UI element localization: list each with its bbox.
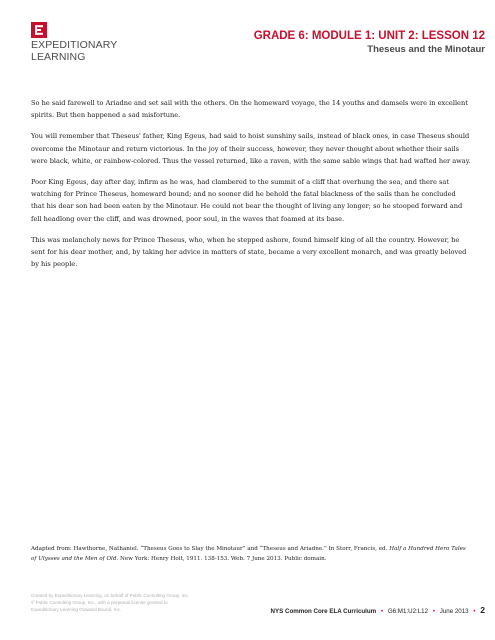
curriculum-name: NYS Common Core ELA Curriculum	[270, 608, 377, 615]
credit-line: Expeditionary Learning Outward Bound, Inc.	[31, 607, 122, 612]
logo-text	[31, 39, 151, 63]
logo-line-1: EXPEDITIONARY	[31, 39, 118, 51]
copyright-credits	[31, 592, 231, 613]
citation-title: Half a Hundred Hero Tales of Ulysses and the Men of Old.	[31, 546, 466, 562]
source-citation	[31, 544, 471, 564]
bullet-separator: •	[473, 608, 476, 615]
credit-line: © Public Consulting Group, Inc., with a perpetual license granted to	[31, 600, 168, 605]
expeditionary-learning-logo	[31, 22, 118, 63]
paragraph: This was melancholy news for Prince Theseus, who, when he stepped ashore, found himself king of all the country. However, he sent for his dear mother, and, by taking her advice in matters of state, became a very excellent monarch, and was greatly beloved by his people.	[31, 235, 467, 269]
logo-mark-icon	[31, 22, 47, 38]
paragraph: You will remember that Theseus' father, King Egeus, had said to hoist sunshiny sails, instead of black ones, in case Theseus should overcome the Minotaur and return victorious. In the joy of their success, however, they never thought about whether their sails were black, white, or rainbow-colored. Thus the vessel returned, like a raven, with the same sable wings that had wafted her away.	[31, 132, 471, 165]
lesson-title: Theseus and the Minotaur	[367, 44, 485, 55]
lesson-code: G6:M1:U2:L12	[387, 608, 429, 615]
paragraph: So he said farewell to Ariadne and set sail with the others. On the homeward voyage, the 14 youths and damsels were in excellent spirits. But then happened a sad misfortune.	[31, 99, 468, 120]
footer-date: June 2013	[439, 608, 469, 615]
bullet-separator: •	[380, 608, 384, 615]
story-text	[31, 97, 471, 279]
paragraph: Poor King Egeus, day after day, infirm as he was, had clambered to the summit of a cliff that overhung the sea, and there sat watching for Prince Theseus, homeward bound; and no sooner did he behold the fatal blackness of the sails than he concluded that his dear son had been eaten by the Minotaur. He could not bear the thought of living any longer; so he stooped forward and fell headlong over the cliff, and was drowned, poor soul, in the waves that foamed at its base.	[31, 178, 463, 223]
citation-part-2: New York: Henry Holt, 1911. 138-153. Web. 7 June 2013. Public domain.	[119, 556, 327, 562]
lesson-header	[185, 30, 485, 56]
page-footer	[271, 605, 485, 615]
logo-line-2: LEARNING	[31, 51, 86, 63]
citation-part-1: Adapted from: Hawthorne, Nathaniel. “Theseus Goes to Slay the Minotaur” and “Theseus and Ariadne.” In Storr, Francis, ed.	[31, 546, 388, 552]
bullet-separator: •	[432, 608, 435, 615]
grade-module-title: GRADE 6: MODULE 1: UNIT 2: LESSON 12	[253, 30, 485, 42]
credit-line: Created by Expeditionary Learning, on behalf of Public Consulting Group, Inc.	[31, 593, 190, 598]
page-number: 2	[480, 605, 485, 615]
